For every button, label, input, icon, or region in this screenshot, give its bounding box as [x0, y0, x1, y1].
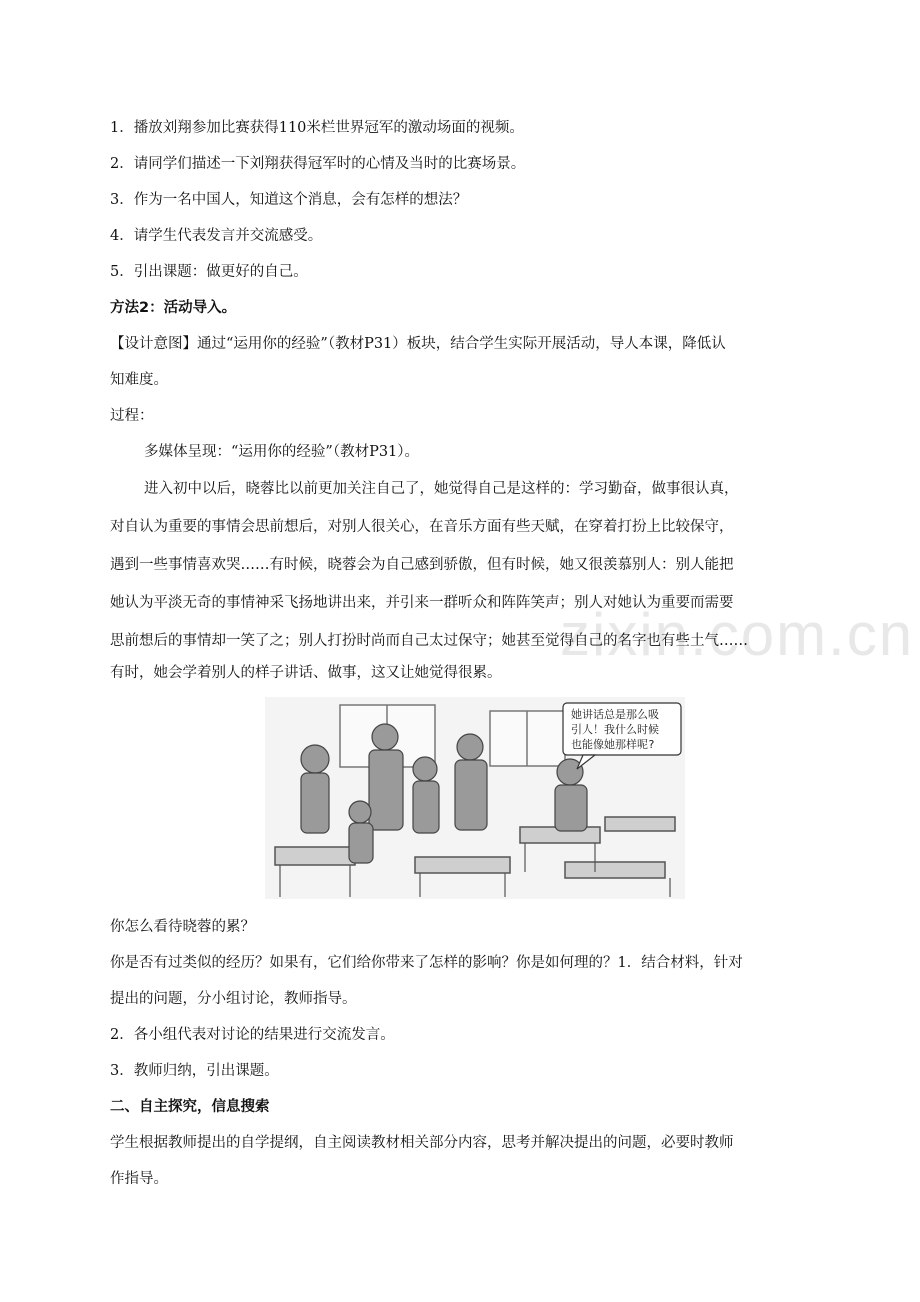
design-intent-line-2: 知难度。 [110, 372, 168, 388]
step-5: 5．引出课题：做更好的自己。 [110, 264, 308, 280]
step-1: 1．播放刘翔参加比赛获得110米栏世界冠军的激动场面的视频。 [110, 120, 524, 136]
process-label: 过程： [110, 408, 154, 424]
discussion-step-2: 2．各小组代表对讨论的结果进行交流发言。 [110, 1027, 395, 1043]
design-intent-line-1: 【设计意图】通过“运用你的经验”（教材P31）板块，结合学生实际开展活动，导人本课，降低认 [110, 336, 726, 352]
story-line-1: 进入初中以后，晓蓉比以前更加关注自己了，她觉得自己是这样的：学习勤奋，做事很认真， [144, 481, 739, 497]
bubble-line-1: 她讲话总是那么吸 [571, 708, 659, 721]
self-study-line-1: 学生根据教师提出的自学提纲，自主阅读教材相关部分内容，思考并解决提出的问题，必要时教师 [110, 1135, 734, 1151]
classroom-illustration [265, 697, 685, 899]
story-line-2: 对自认为重要的事情会思前想后，对别人很关心，在音乐方面有些天赋，在穿着打扮上比较保守， [110, 519, 734, 535]
self-study-line-2: 作指导。 [110, 1171, 168, 1187]
story-line-6: 有时，她会学着别人的样子讲话、做事，这又让她觉得很累。 [110, 665, 502, 681]
section-2-heading: 二、自主探究，信息搜索 [110, 1099, 270, 1115]
step-3: 3．作为一名中国人，知道这个消息，会有怎样的想法？ [110, 192, 468, 208]
question-2-line-2: 提出的问题，分小组讨论，教师指导。 [110, 991, 357, 1007]
watermark: zixin.com.cn [560, 601, 915, 668]
step-4: 4．请学生代表发言并交流感受。 [110, 228, 323, 244]
bubble-line-2: 引人！我什么时候 [571, 723, 659, 736]
media-line: 多媒体呈现：“运用你的经验”（教材P31）。 [144, 444, 420, 460]
story-line-4: 她认为平淡无奇的事情神采飞扬地讲出来，并引来一群听众和阵阵笑声；别人对她认为重要而需要 [110, 595, 734, 611]
discussion-step-3: 3．教师归纳，引出课题。 [110, 1063, 279, 1079]
story-line-3: 遇到一些事情喜欢哭……有时候，晓蓉会为自己感到骄傲，但有时候，她又很羡慕别人：别人能把 [110, 557, 734, 573]
method-2-heading: 方法2：活动导入。 [110, 300, 237, 316]
step-2: 2．请同学们描述一下刘翔获得冠军时的心情及当时的比赛场景。 [110, 156, 526, 172]
question-2-line-1: 你是否有过类似的经历？如果有，它们给你带来了怎样的影响？你是如何理的？1．结合材料，针对 [110, 955, 743, 971]
bubble-line-3: 也能像她那样呢? [571, 738, 655, 751]
question-1: 你怎么看待晓蓉的累？ [110, 919, 255, 935]
story-line-5: 思前想后的事情却一笑了之；别人打扮时尚而自己太过保守；她甚至觉得自己的名字也有些土气…… [110, 633, 748, 649]
